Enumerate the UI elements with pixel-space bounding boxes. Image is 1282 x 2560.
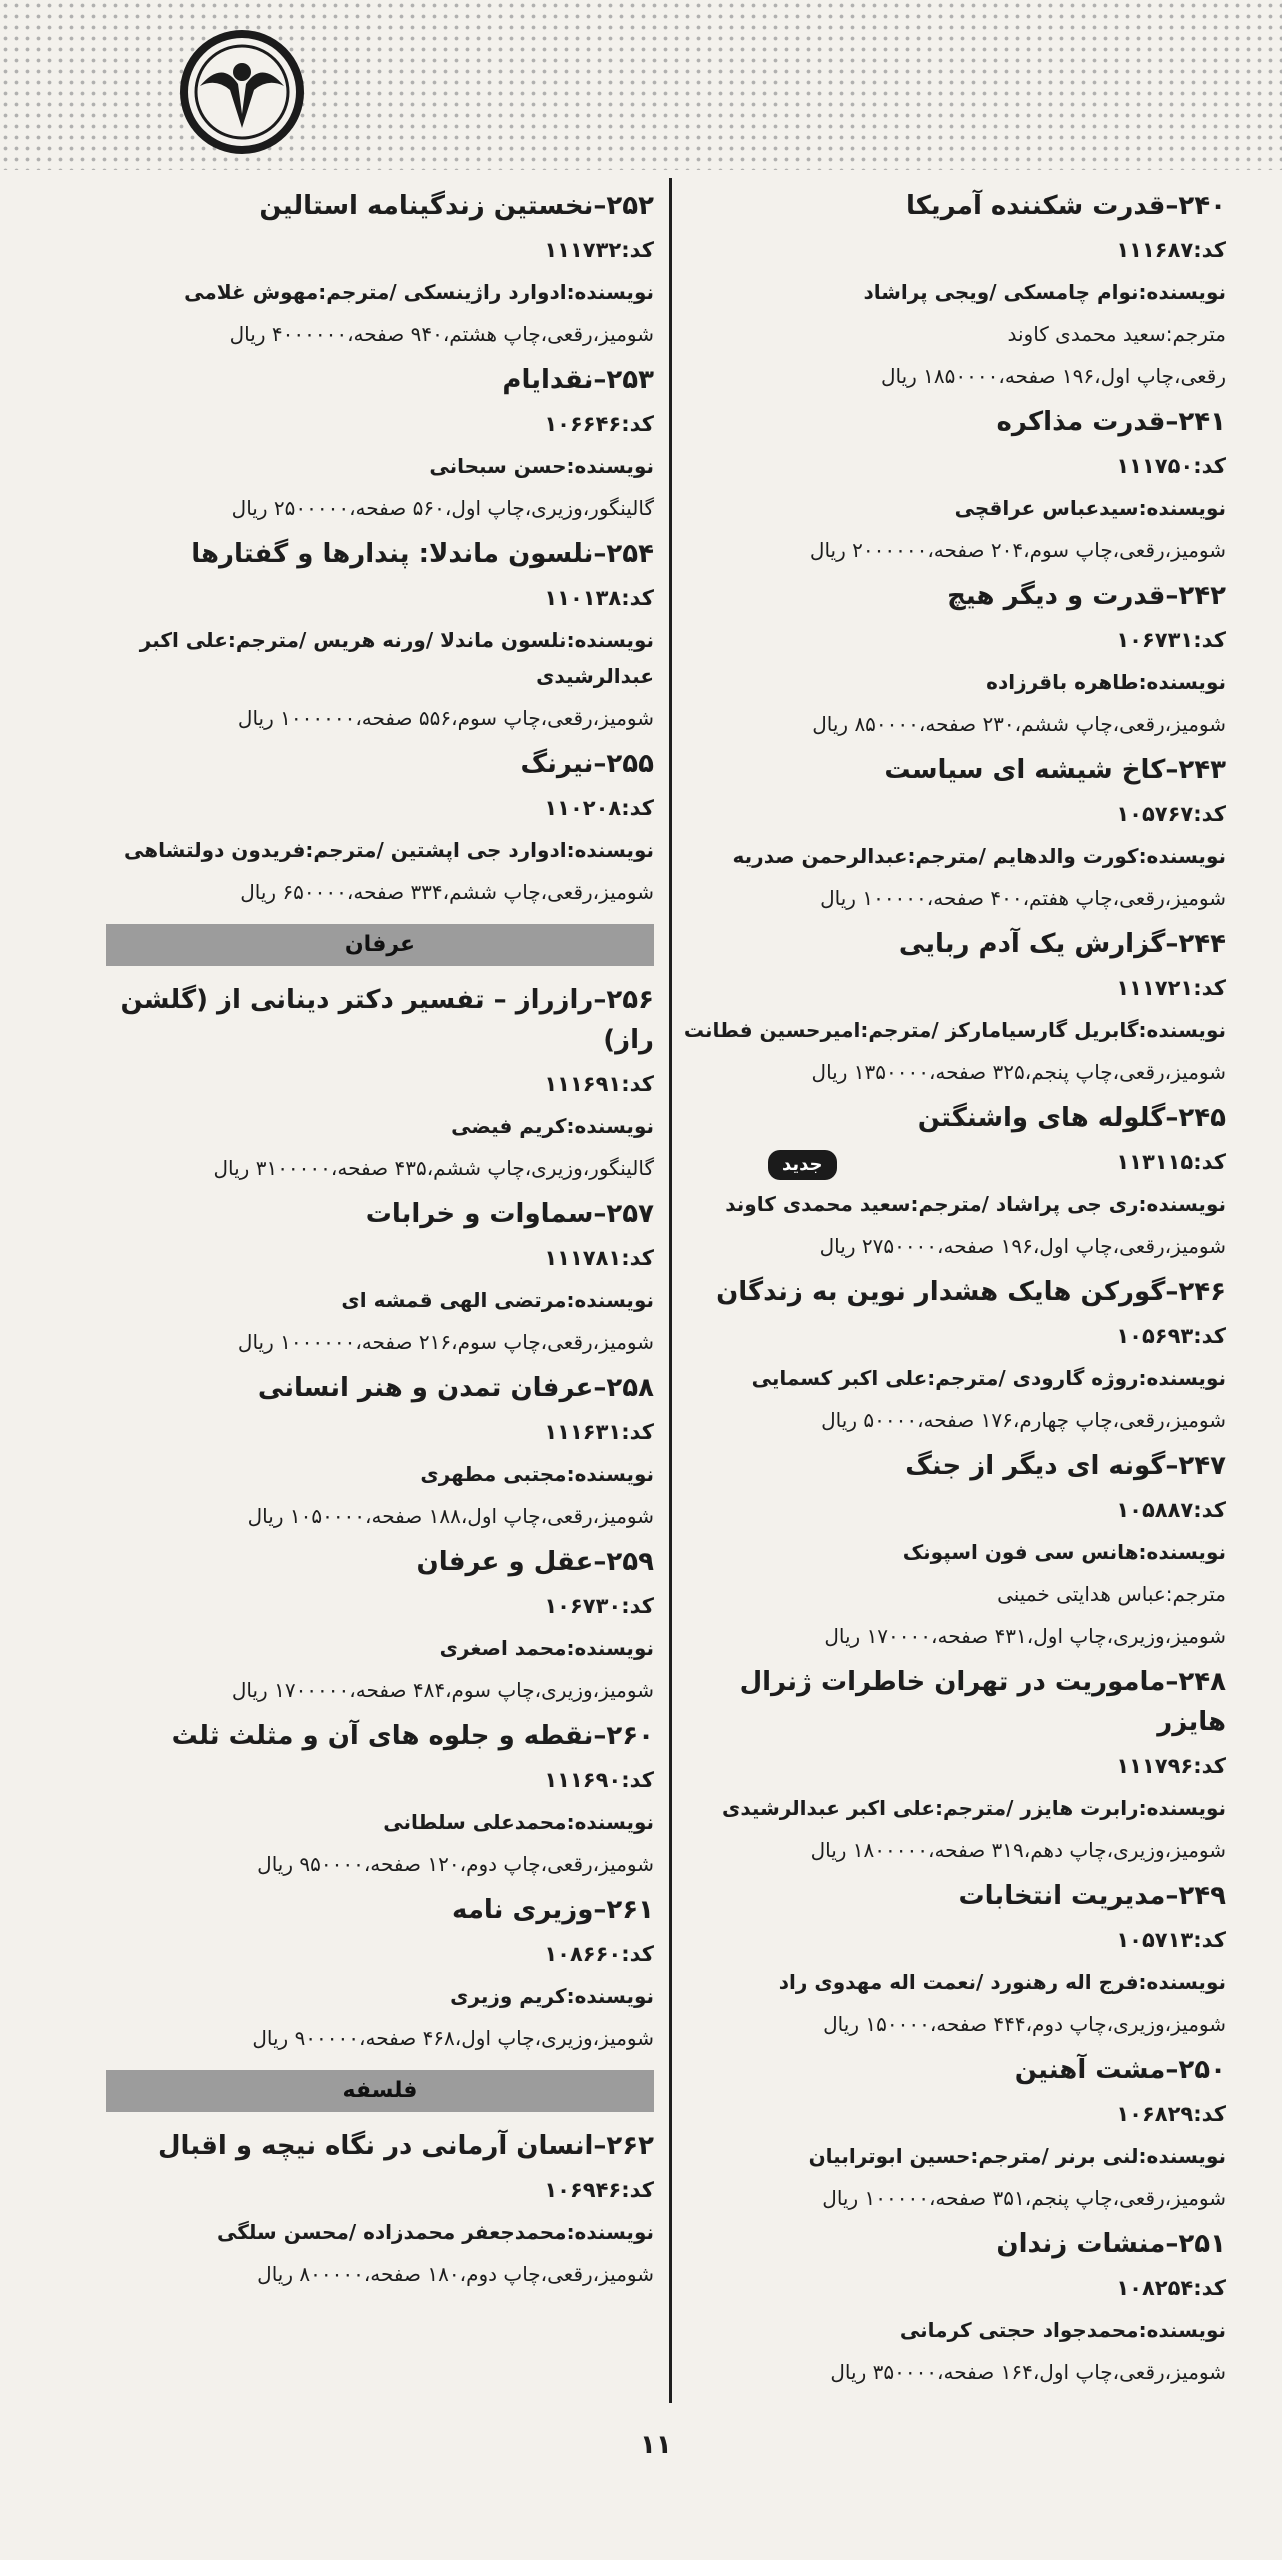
book-specs: شومیز،رقعی،چاپ چهارم،۱۷۶ صفحه،۵۰۰۰۰ ریال [821,1408,1226,1432]
book-specs: شومیز،وزیری،چاپ سوم،۴۸۴ صفحه،۱۷۰۰۰۰۰ ریال [231,1678,654,1702]
book-code: کد:۱۰۶۷۳۰ [544,1594,654,1618]
book-title: ۲۴۶–گورکن هایک هشدار نوین به زندگان [716,1277,1226,1307]
book-entry [106,1542,654,1708]
book-specs: شومیز،رقعی،چاپ دوم،۱۸۰ صفحه،۸۰۰۰۰۰ ریال [257,2262,654,2286]
book-entry [106,1368,654,1534]
book-entry [106,186,654,352]
book-code: کد:۱۱۱۶۳۱ [544,1420,654,1444]
book-code: کد:۱۱۱۷۵۰ [1116,454,1226,478]
book-code: کد:۱۱۰۲۰۸ [544,796,654,820]
book-title: ۲۴۲–قدرت و دیگر هیچ [947,581,1226,611]
book-specs: شومیز،رقعی،چاپ هفتم،۴۰۰ صفحه،۱۰۰۰۰۰ ریال [820,886,1226,910]
book-entry [678,2224,1226,2390]
section-header: عرفان [106,924,654,966]
book-credit: نویسنده:محمدعلی سلطانی [383,1810,654,1834]
book-title: ۲۴۳–کاخ شیشه ای سیاست [884,755,1226,785]
right-column [678,186,1226,2398]
book-specs: گالینگور،وزیری،چاپ ششم،۴۳۵ صفحه،۳۱۰۰۰۰۰ ریال [213,1156,654,1180]
book-credit: نویسنده:مجتبی مطهری [420,1462,654,1486]
book-title: ۲۵۷–سماوات و خرابات [365,1199,654,1229]
book-entry [678,1272,1226,1438]
book-credit: نویسنده:لنی برنر /مترجم:حسین ابوترابیان [808,2144,1226,2168]
book-credit: نویسنده:روژه گارودی /مترجم:علی اکبر کسمایی [751,1366,1226,1390]
book-title: ۲۶۲–انسان آرمانی در نگاه نیچه و اقبال [157,2131,654,2161]
book-specs: شومیز،رقعی،چاپ پنجم،۳۵۱ صفحه،۱۰۰۰۰۰ ریال [822,2186,1226,2210]
book-credit: نویسنده:رابرت هایزر /مترجم:علی اکبر عبدالرشیدی [722,1796,1226,1820]
book-entry [678,402,1226,568]
book-code: کد:۱۰۶۷۳۱ [1116,628,1226,652]
book-entry [678,186,1226,394]
book-entry [106,2126,654,2292]
new-badge: جدید [768,1150,837,1180]
book-credit: نویسنده:طاهره باقرزاده [986,670,1226,694]
book-credit: نویسنده:نلسون ماندلا /ورنه هریس /مترجم:علی اکبر عبدالرشیدی [139,628,654,688]
book-specs: شومیز،رقعی،چاپ سوم،۲۱۶ صفحه،۱۰۰۰۰۰۰ ریال [237,1330,654,1354]
book-credit: نویسنده:ری جی پراشاد /مترجم:سعید محمدی کاوند [725,1192,1226,1216]
book-entry [106,1194,654,1360]
book-specs: گالینگور،وزیری،چاپ اول،۵۶۰ صفحه،۲۵۰۰۰۰۰ ریال [231,496,654,520]
book-title: ۲۵۵–نیرنگ [520,749,654,779]
book-code: کد:۱۰۸۶۶۰ [544,1942,654,1966]
book-code: کد:۱۰۸۲۵۴ [1116,2276,1226,2300]
book-entry [106,980,654,1186]
book-credit: نویسنده:فرج اله رهنورد /نعمت اله مهدوی راد [778,1970,1226,1994]
book-entry [106,1716,654,1882]
book-code: کد:۱۱۰۱۳۸ [544,586,654,610]
book-specs: شومیز،وزیری،چاپ اول،۴۳۱ صفحه،۱۷۰۰۰۰ ریال [824,1624,1226,1648]
book-credit: نویسنده:محمد اصغری [439,1636,654,1660]
book-entry [678,1446,1226,1654]
book-code: کد:۱۰۵۷۶۷ [1116,802,1226,826]
book-credit: نویسنده:نوام چامسکی /ویجی پراشاد [863,280,1226,304]
book-title: ۲۵۴–نلسون ماندلا: پندارها و گفتارها [191,539,654,569]
book-credit: نویسنده:هانس سی فون اسپونک [902,1540,1226,1564]
book-specs: شومیز،رقعی،چاپ ششم،۳۳۴ صفحه،۶۵۰۰۰۰ ریال [240,880,654,904]
book-code: کد:۱۱۱۷۸۱ [544,1246,654,1270]
book-code: کد:۱۰۵۸۸۷ [1116,1498,1226,1522]
book-entry [678,750,1226,916]
book-entry [678,924,1226,1090]
book-specs: شومیز،رقعی،چاپ ششم،۲۳۰ صفحه،۸۵۰۰۰۰ ریال [812,712,1226,736]
column-divider [669,178,672,2403]
book-credit: نویسنده:ادوارد جی اپشتین /مترجم:فریدون دولتشاهی [124,838,654,862]
book-title: ۲۴۱–قدرت مذاکره [996,407,1226,437]
book-code: کد:۱۰۶۹۴۶ [544,2178,654,2202]
book-credit: نویسنده:کورت والدهایم /مترجم:عبدالرحمن صدریه [732,844,1226,868]
book-title: ۲۵۳–نقدایام [502,365,654,395]
book-specs: شومیز،وزیری،چاپ دوم،۴۴۴ صفحه،۱۵۰۰۰۰ ریال [823,2012,1226,2036]
book-title: ۲۵۱–منشات زندان [996,2229,1226,2259]
book-code: کد:۱۱۱۶۸۷ [1116,238,1226,262]
book-credit: نویسنده:محمدجعفر محمدزاده /محسن سلگی [217,2220,654,2244]
book-credit: مترجم:عباس هدایتی خمینی [997,1582,1226,1606]
book-entry [106,1890,654,2056]
book-title: ۲۴۵–گلوله های واشنگتن [917,1103,1226,1133]
section-header: فلسفه [106,2070,654,2112]
book-title: ۲۴۸–ماموریت در تهران خاطرات ژنرال هایزر [739,1667,1226,1737]
book-specs: رقعی،چاپ اول،۱۹۶ صفحه،۱۸۵۰۰۰۰ ریال [880,364,1226,388]
book-entry [678,576,1226,742]
book-title: ۲۴۰–قدرت شکننده آمریکا [906,191,1226,221]
book-specs: شومیز،وزیری،چاپ دهم،۳۱۹ صفحه،۱۸۰۰۰۰۰ ریال [810,1838,1226,1862]
book-specs: شومیز،رقعی،چاپ سوم،۲۰۴ صفحه،۲۰۰۰۰۰۰ ریال [809,538,1226,562]
book-code: کد:۱۱۱۷۳۲ [544,238,654,262]
book-specs: شومیز،رقعی،چاپ اول،۱۶۴ صفحه،۳۵۰۰۰۰ ریال [830,2360,1226,2384]
book-credit: نویسنده:مرتضی الهی قمشه ای [341,1288,654,1312]
book-credit: نویسنده:کریم وزیری [450,1984,654,2008]
book-code: کد:۱۰۶۸۲۹ [1116,2102,1226,2126]
book-code: کد:۱۰۶۶۴۶ [544,412,654,436]
book-code: کد:۱۱۳۱۱۵ [1116,1150,1226,1174]
book-title: ۲۵۰–مشت آهنین [1014,2055,1226,2085]
book-entry [106,534,654,736]
book-specs: شومیز،رقعی،چاپ پنجم،۳۲۵ صفحه،۱۳۵۰۰۰۰ ریال [811,1060,1226,1084]
book-code: کد:۱۱۱۷۹۶ [1116,1754,1226,1778]
book-code: کد:۱۰۵۶۹۳ [1116,1324,1226,1348]
book-title: ۲۵۸–عرفان تمدن و هنر انسانی [257,1373,654,1403]
book-specs: شومیز،وزیری،چاپ اول،۴۶۸ صفحه،۹۰۰۰۰۰ ریال [252,2026,654,2050]
book-entry [106,360,654,526]
book-entry [678,1098,1226,1264]
book-title: ۲۵۹–عقل و عرفان [416,1547,654,1577]
book-specs: شومیز،رقعی،چاپ اول،۱۹۶ صفحه،۲۷۵۰۰۰۰ ریال [819,1234,1226,1258]
book-title: ۲۶۰–نقطه و جلوه های آن و مثلث ثلث [171,1721,654,1751]
book-credit: نویسنده:سیدعباس عراقچی [954,496,1226,520]
book-title: ۲۶۱–وزیری نامه [452,1895,654,1925]
book-title: ۲۵۲–نخستین زندگینامه استالین [259,191,654,221]
book-credit: نویسنده:کریم فیضی [451,1114,654,1138]
book-title: ۲۴۷–گونه ای دیگر از جنگ [905,1451,1226,1481]
book-credit: مترجم:سعید محمدی کاوند [1007,322,1226,346]
book-specs: شومیز،رقعی،چاپ سوم،۵۵۶ صفحه،۱۰۰۰۰۰۰ ریال [237,706,654,730]
publisher-logo-icon [178,28,306,156]
book-entry [678,1876,1226,2042]
book-credit: نویسنده:گابریل گارسیامارکز /مترجم:امیرحسین فطانت [683,1018,1226,1042]
book-credit: نویسنده:محمدجواد حجتی کرمانی [899,2318,1226,2342]
book-code: کد:۱۱۱۷۲۱ [1116,976,1226,1000]
book-code: کد:۱۰۵۷۱۳ [1116,1928,1226,1952]
book-title: ۲۴۹–مدیریت انتخابات [958,1881,1226,1911]
left-column [106,186,654,2300]
book-code: کد:۱۱۱۶۹۰ [544,1768,654,1792]
book-credit: نویسنده:حسن سبحانی [429,454,654,478]
book-code: کد:۱۱۱۶۹۱ [544,1072,654,1096]
book-specs: شومیز،رقعی،چاپ هشتم،۹۴۰ صفحه،۴۰۰۰۰۰۰ ریال [229,322,654,346]
book-specs: شومیز،رقعی،چاپ دوم،۱۲۰ صفحه،۹۵۰۰۰۰ ریال [257,1852,654,1876]
book-specs: شومیز،رقعی،چاپ اول،۱۸۸ صفحه،۱۰۵۰۰۰۰ ریال [247,1504,654,1528]
book-entry [678,2050,1226,2216]
book-credit: نویسنده:ادوارد راژینسکی /مترجم:مهوش غلامی [184,280,654,304]
book-title: ۲۵۶–رازراز – تفسیر دکتر دینانی از (گلشن راز) [120,985,654,1055]
book-title: ۲۴۴–گزارش یک آدم ربایی [898,929,1226,959]
book-entry [106,744,654,910]
book-entry [678,1662,1226,1868]
page-number: ۱۱ [640,2430,672,2460]
